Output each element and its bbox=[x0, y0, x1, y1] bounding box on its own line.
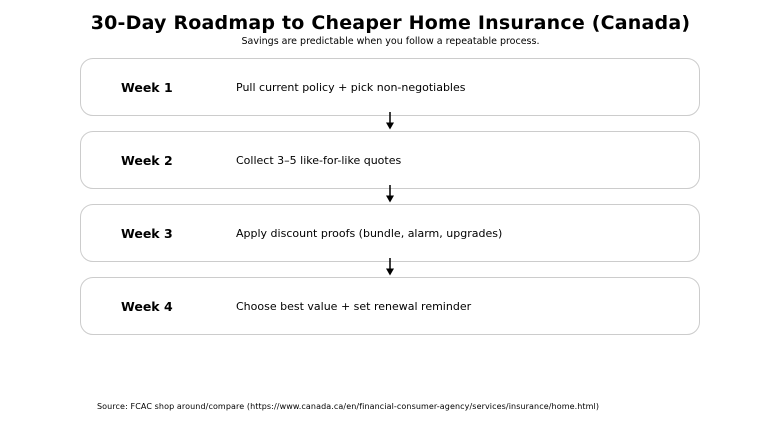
step-description: Choose best value + set renewal reminder bbox=[236, 299, 472, 313]
step-card-week-2 bbox=[80, 131, 700, 189]
step-label: Week 3 bbox=[121, 225, 173, 241]
step-description: Apply discount proofs (bundle, alarm, upgrades) bbox=[236, 226, 503, 240]
step-card-week-3 bbox=[80, 204, 700, 262]
step-label: Week 4 bbox=[121, 298, 173, 314]
down-arrow-icon bbox=[383, 184, 397, 203]
page-subtitle: Savings are predictable when you follow a repeatable process. bbox=[241, 36, 540, 47]
source-note: Source: FCAC shop around/compare (https://www.canada.ca/en/financial-consumer-agency/services/insurance/home.html) bbox=[97, 402, 600, 411]
step-card-week-1 bbox=[80, 58, 700, 116]
step-label: Week 1 bbox=[121, 79, 173, 95]
down-arrow-icon bbox=[383, 111, 397, 130]
down-arrow-icon bbox=[383, 257, 397, 276]
page-title: 30-Day Roadmap to Cheaper Home Insurance (Canada) bbox=[90, 12, 691, 34]
step-description: Pull current policy + pick non-negotiables bbox=[236, 80, 466, 94]
step-card-week-4 bbox=[80, 277, 700, 335]
step-description: Collect 3–5 like-for-like quotes bbox=[236, 153, 402, 167]
step-label: Week 2 bbox=[121, 152, 173, 168]
